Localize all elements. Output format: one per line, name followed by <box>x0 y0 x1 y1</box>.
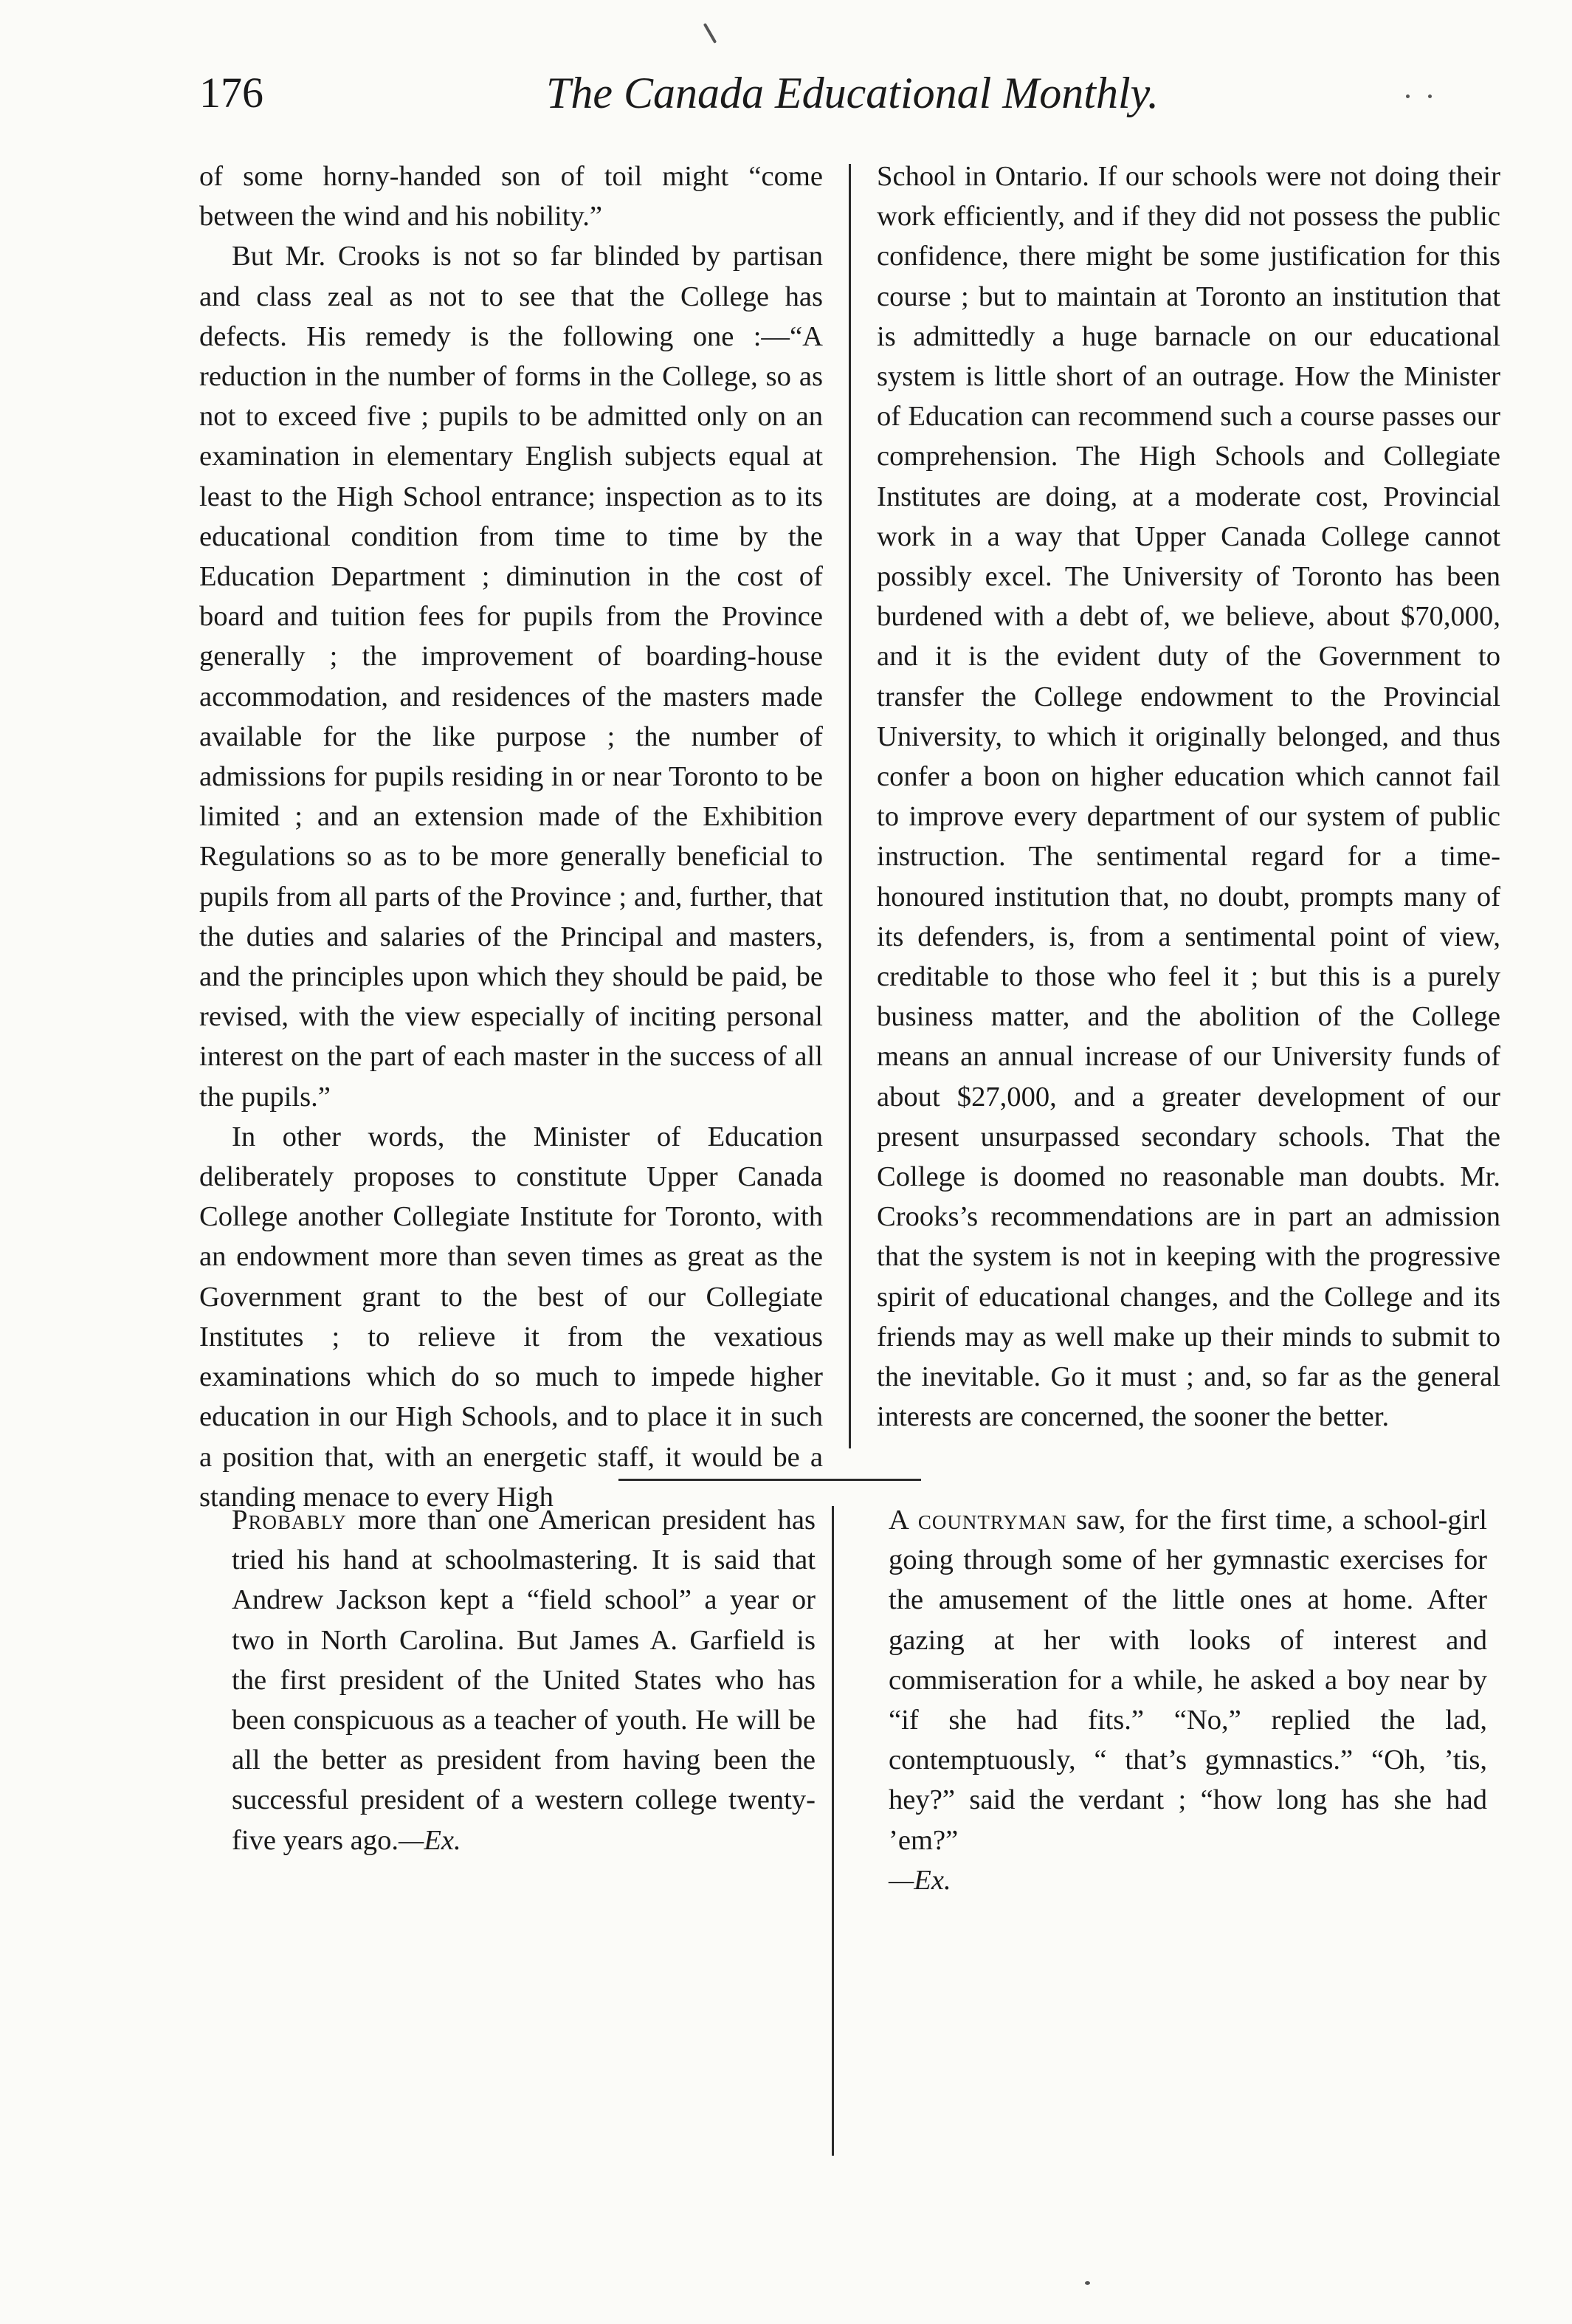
page-number: 176 <box>199 69 263 117</box>
paragraph: But Mr. Crooks is not so far blinded by partisan and class zeal as not to see that the College has defects. His remedy is the following one :—“A reduction in the number of forms in the College, so as not to exceed five ; pupils to be admitted only on an examination in elementary English subjects equal at least to the High School entrance; inspection as to its educational condition from time to time by the Education Department ; diminution in the cost of board and tuition fees for pupils from the Province generally ; the improvement of boarding-house accommodation, and residences of the masters made available for the like purpose ; the number of admissions for pupils residing in or near Toronto to be limited ; and an extension made of the Exhibition Regulations so as to be more generally beneficial to pupils from all parts of the Province ; and, further, that the duties and salaries of the Principal and masters, and the principles upon which they should be paid, be revised, with the view especially of inciting personal interest on the part of each master in the success of all the pupils.” <box>199 241 823 1113</box>
note-body: more than one American president has tried his hand at schoolmastering. It is said that Andrew Jackson kept a “field school” a year or two in North Carolina. But James A. Garfield is the first president of the United States who has been conspicuous as a teacher of youth. He will be all the better as president from having been the successful president of a western college twenty-five years ago. <box>232 1505 816 1856</box>
note-source: —Ex. <box>889 1864 951 1896</box>
print-speck <box>1406 94 1410 98</box>
paragraph: In other words, the Minister of Education deliberately proposes to constitute Upper Canada College another Collegiate Institute for Toronto, with an endowment more than seven times as great as the Government grant to the best of our Collegiate Institutes ; to relieve it from the vexatious examinations which do so much to impede higher education in our High Schools, and to place it in such a position that, with an energetic staff, it would be a standing menace to every High <box>199 1121 823 1513</box>
paragraph: School in Ontario. If our schools were not doing their work efficiently, and if they did not possess the public confidence, there might be some justification for this course ; but to maintain at Toronto an institution that is admittedly a huge barnacle on our educational system is little short of an outrage. How the Minister of Education can recommend such a course passes our comprehension. The High Schools and Collegiate Institutes are doing, at a moderate cost, Provincial work in a way that Upper Canada College cannot possibly excel. The University of Toronto has been burdened with a debt of, we believe, about $70,000, and it is the evident duty of the Government to transfer the College endowment to the Provincial University, to which it originally belonged, and thus confer a boon on higher education which cannot fail to improve every department of our system of public instruction. The sentimental regard for a time-honoured institution that, no doubt, prompts many of its defenders, is, from a sentimental point of view, creditable to those who feel it ; but this is a purely business matter, and the abolition of the College means an annual increase of our University funds of about $27,000, and a greater development of our present unsurpassed secondary schools. That the College is doomed no reasonable man doubts. Mr. Crooks’s recommendations are in part an admission that the system is not in keeping with the progressive spirit of educational changes, and the College and its friends may as well make up their minds to submit to the inevitable. Go it must ; and, so far as the general interests are concerned, the sooner the better. <box>877 161 1500 1433</box>
running-title: The Canada Educational Monthly. <box>546 69 1159 117</box>
note-lead-word: A countryman <box>889 1505 1067 1536</box>
section-separator <box>618 1479 921 1481</box>
print-speck <box>703 23 717 44</box>
column-divider <box>849 164 851 1448</box>
note-left <box>199 1500 816 1860</box>
article-right-column <box>877 157 1500 1437</box>
print-speck <box>1085 2281 1090 2285</box>
page-header <box>199 68 1454 127</box>
note-source: —Ex. <box>399 1824 461 1856</box>
print-speck <box>1428 94 1432 98</box>
notes-divider <box>832 1506 834 2156</box>
paragraph: of some horny-handed son of toil might “come between the wind and his nobility.” <box>199 161 823 233</box>
article-left-column <box>199 157 823 1517</box>
note-body: saw, for the first time, a school-girl going through some of her gymnastic exercises for the amusement of the little ones at home. After gazing at her with looks of interest and commiseration for a while, he asked a boy near by “if she had fits.” “No,” replied the lad, contemptuously, “ that’s gymnastics.” “Oh, ’tis, hey?” said the verdant ; “how long has she had ’em?” <box>889 1505 1487 1856</box>
note-right <box>856 1500 1487 1900</box>
note-lead-word: Probably <box>232 1505 347 1536</box>
